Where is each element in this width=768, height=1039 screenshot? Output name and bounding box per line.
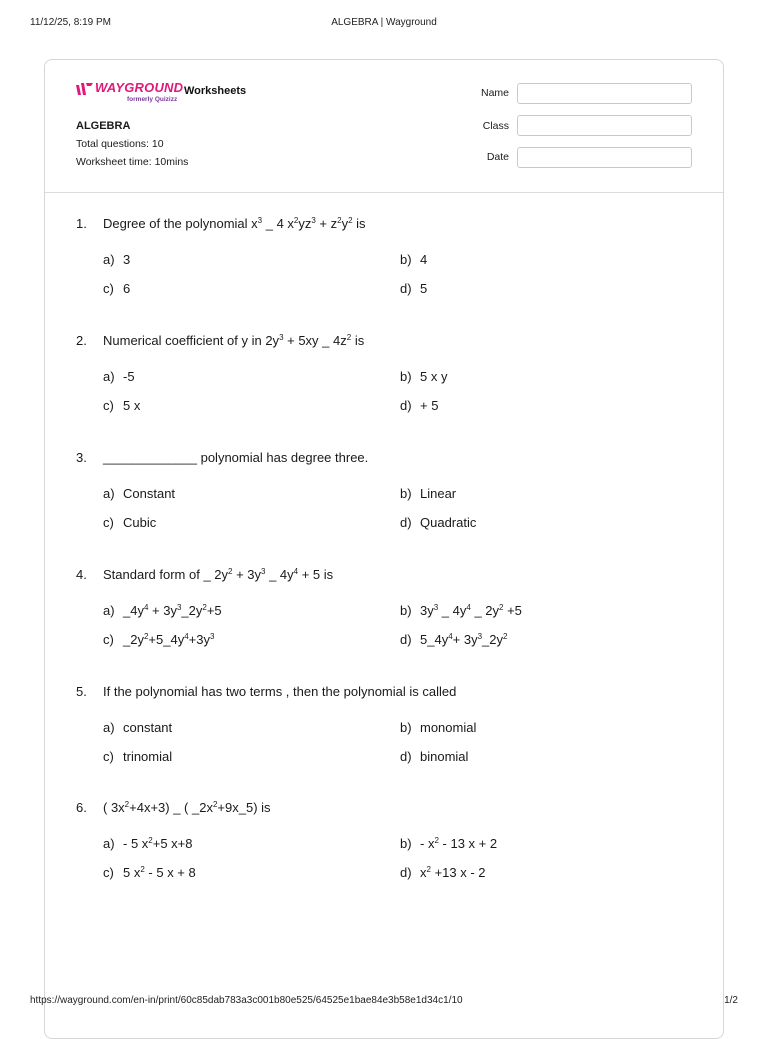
option-letter: c) — [103, 632, 114, 647]
answer-option[interactable] — [400, 398, 438, 414]
question-text: Numerical coefficient of y in $2y^3 + 5xy$ _ $4z^2$ is — [103, 333, 365, 348]
answer-option[interactable] — [103, 515, 156, 531]
option-text: $\_4y^4$ + $3y^3\_2y^2+5$ — [123, 603, 222, 618]
date-label: Date — [486, 151, 509, 163]
worksheet-time: Worksheet time: 10mins — [76, 156, 189, 168]
question-number: 2. — [76, 333, 87, 348]
option-letter: a) — [103, 252, 115, 267]
option-text: $\_2y^2+5\_4y^4+3y^3$ — [123, 632, 215, 647]
answer-option[interactable] — [103, 398, 140, 414]
option-text: binomial — [420, 749, 469, 764]
print-title: ALGEBRA | Wayground — [331, 17, 437, 28]
option-letter: a) — [103, 836, 115, 851]
answer-option[interactable] — [400, 865, 486, 881]
option-letter: a) — [103, 720, 115, 735]
option-text: 3 — [123, 252, 131, 267]
question-text: Degree of the polynomial $x^3$ _ 4 $x^2yz^3 + z^2y^2$ is — [103, 216, 366, 231]
total-questions: Total questions: 10 — [76, 138, 164, 150]
answer-option[interactable] — [400, 486, 456, 502]
option-letter: d) — [400, 632, 412, 647]
question-number: 4. — [76, 567, 87, 582]
print-url: https://wayground.com/en-in/print/60c85dab783a3c001b80e525/64525e1bae84e3b58e1d34c1/10 — [30, 995, 463, 1006]
print-date: 11/12/25, 8:19 PM — [30, 17, 111, 28]
option-letter: c) — [103, 749, 114, 764]
name-field[interactable] — [517, 83, 692, 104]
page-number: 1/2 — [724, 995, 738, 1006]
option-text: $x^2 +13$ x - 2 — [420, 865, 486, 880]
option-text: 5 $x^2 - 5$ x + 8 — [123, 865, 196, 880]
answer-option[interactable] — [400, 515, 476, 531]
option-letter: c) — [103, 515, 114, 530]
option-text: trinomial — [123, 749, 173, 764]
answer-option[interactable] — [103, 865, 196, 881]
answer-option[interactable] — [400, 749, 468, 765]
option-text: Quadratic — [420, 515, 477, 530]
option-text: 5 — [420, 281, 428, 296]
option-text: 4 — [420, 252, 428, 267]
option-letter: c) — [103, 281, 114, 296]
option-letter: b) — [400, 603, 412, 618]
question-number: 3. — [76, 450, 87, 465]
worksheet-card — [44, 59, 724, 1039]
question-number: 5. — [76, 684, 87, 699]
option-text: + 5 — [420, 398, 439, 413]
question-text: _____________ polynomial has degree three. — [103, 450, 369, 465]
option-text: 5 x y — [420, 369, 448, 384]
option-letter: c) — [103, 398, 114, 413]
option-letter: b) — [400, 720, 412, 735]
answer-option[interactable] — [103, 632, 214, 648]
answer-option[interactable] — [103, 486, 175, 502]
option-text: 5 x — [123, 398, 141, 413]
option-letter: d) — [400, 749, 412, 764]
answer-option[interactable] — [400, 603, 522, 619]
worksheet-header — [45, 60, 723, 193]
question-number: 6. — [76, 800, 87, 815]
date-field[interactable] — [517, 147, 692, 168]
answer-option[interactable] — [103, 603, 222, 619]
worksheet-title: ALGEBRA — [76, 120, 131, 132]
option-text: -5 — [123, 369, 135, 384]
option-text: $5\_4y^4+$ $3y^3\_2y^2$ — [420, 632, 508, 647]
option-letter: d) — [400, 865, 412, 880]
option-text: - $x^2 - 13$ x + 2 — [420, 836, 498, 851]
question-number: 1. — [76, 216, 87, 231]
answer-option[interactable] — [103, 749, 172, 765]
option-text: 6 — [123, 281, 131, 296]
option-letter: a) — [103, 486, 115, 501]
answer-option[interactable] — [400, 720, 476, 736]
class-field[interactable] — [517, 115, 692, 136]
answer-option[interactable] — [103, 252, 130, 268]
option-text: Constant — [123, 486, 176, 501]
option-text: Linear — [420, 486, 457, 501]
option-letter: d) — [400, 281, 412, 296]
logo-text: WAYGROUND — [95, 80, 184, 95]
option-letter: a) — [103, 369, 115, 384]
option-letter: d) — [400, 398, 412, 413]
option-letter: b) — [400, 369, 412, 384]
answer-option[interactable] — [103, 369, 135, 385]
option-letter: b) — [400, 836, 412, 851]
option-letter: b) — [400, 252, 412, 267]
question-text: ( $3x^2+4x+3$) _ ( $\_2x^2+9x\_5$) is — [103, 800, 271, 815]
option-text: - 5 $x^2+5$ x+8 — [123, 836, 193, 851]
answer-option[interactable] — [400, 281, 427, 297]
answer-option[interactable] — [400, 369, 447, 385]
question-text: Standard form of _ $2y^2 + 3y^3$ _ $4y^4 + 5$ is — [103, 567, 334, 582]
option-letter: a) — [103, 603, 115, 618]
class-label: Class — [482, 120, 509, 132]
option-letter: d) — [400, 515, 412, 530]
name-label: Name — [480, 87, 509, 99]
answer-option[interactable] — [400, 836, 497, 852]
worksheets-label: Worksheets — [184, 85, 247, 97]
question-text: If the polynomial has two terms , then the polynomial is called — [103, 684, 457, 699]
option-text: $3y^3$ _ $4y^4$ _ $2y^2 +5$ — [420, 603, 522, 618]
print-header — [30, 17, 738, 31]
answer-option[interactable] — [103, 281, 130, 297]
answer-option[interactable] — [400, 632, 507, 648]
option-letter: c) — [103, 865, 114, 880]
answer-option[interactable] — [103, 720, 172, 736]
logo-mark-icon — [76, 83, 93, 95]
print-footer — [30, 995, 738, 1009]
option-text: constant — [123, 720, 173, 735]
option-text: monomial — [420, 720, 477, 735]
option-text: Cubic — [123, 515, 157, 530]
logo-subtitle: formerly Quizizz — [127, 96, 178, 103]
answer-option[interactable] — [103, 836, 193, 852]
wayground-logo — [76, 80, 186, 104]
option-letter: b) — [400, 486, 412, 501]
answer-option[interactable] — [400, 252, 427, 268]
